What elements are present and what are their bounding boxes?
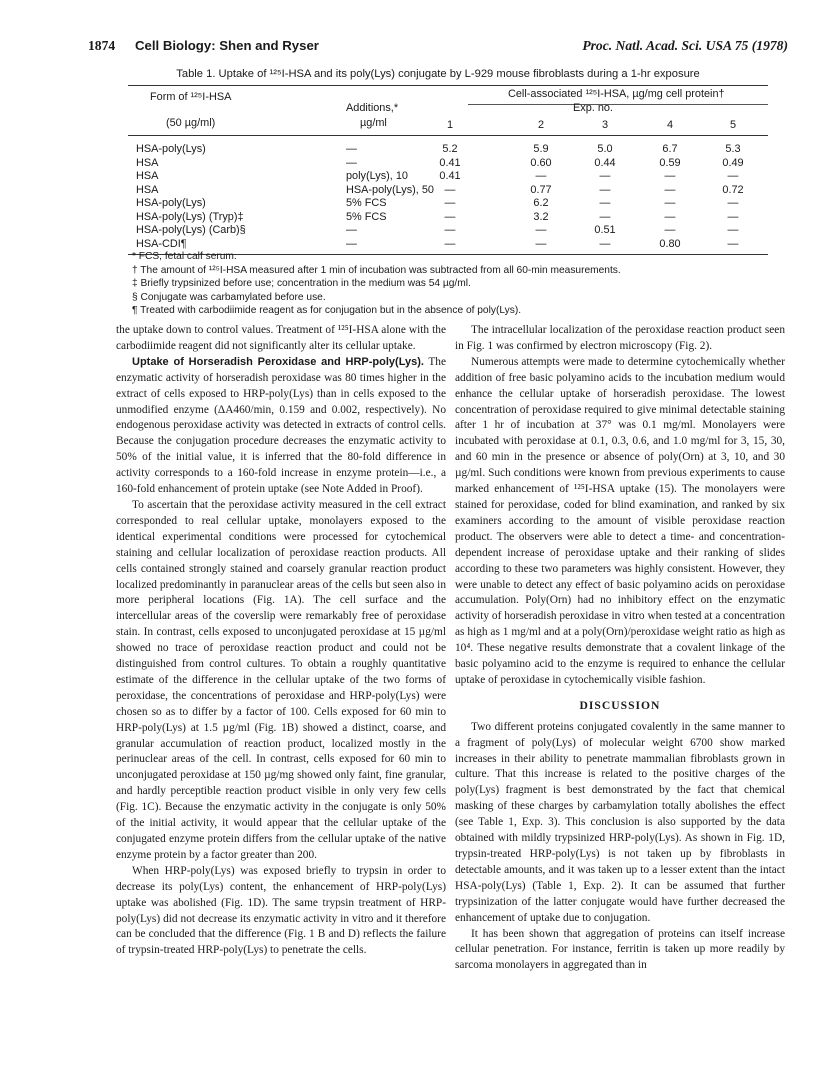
row-value: — [599, 170, 611, 182]
row-value: — [664, 170, 676, 182]
row-value: 5.2 [442, 143, 458, 155]
row-value: 5.0 [597, 143, 613, 155]
discussion-heading: DISCUSSION [579, 698, 661, 712]
row-value: — [535, 237, 547, 250]
row-form: HSA [136, 156, 159, 169]
paragraph: Two different proteins conjugated covalently in the same manner to a fragment of poly(Lys) of molecular weight 6700 show marked increases in their ability to penetrate mammalian fibroblasts grown in culture. That this increase is related to the positive charges of the poly(Lys) fragment is best demonstrated by the fact that chemical masking of these charges by carbamylation totally abolishes the effect (see Table 1, Exp. 3). This conclusion is also supported by the data obtained with mildly trypsinized HRP-poly(Lys). As shown in Fig. 1D, trypsin-treated HRP-poly(Lys) is not taken up by fibroblasts in detectable amounts, and it was taken up to a lesser extent than the intact HSA-poly(Lys) (Table 1, Exp. 2). It can be assumed that further trypsinization of the latter conjugate would have further decreased the enhancement of uptake due to conjugation. [455, 720, 785, 924]
row-value: — [599, 210, 611, 223]
additions-unit: µg/ml [360, 117, 387, 129]
row-form: HSA [136, 183, 159, 196]
paragraph: Numerous attempts were made to determine cytochemically whether addition of free basic polyamino acids to the incubation medium would enhance the cellular uptake of horseradish peroxidase. The lowest concentration of peroxidase required to give minimal detectable staining after 1 hr of incubation at 37° was 0.1 mg/ml. Monolayers were incubated with peroxidase at 0.1, 0.3, 0.6, and 1.0 mg/ml for 3, 15, 30, and 60 min in the presence or absence of poly(Orn) at 3, 10, and 30 µg/ml. Such conditions were known from previous experiments to cause marked enhancement of ¹²⁵I-HSA uptake (15). The monolayers were stained for peroxidase, coded for blind examination, and ranked by six examiners according to the amount of visible peroxidase reaction product. The observers were able to detect a time- and concentration-dependent increase of peroxidase uptake and their ranking of slides according to these two parameters was highly consistent. However, they were unable to detect any effect of basic polyamino acids on peroxidase accumulation. Poly(Orn) had no inhibitory effect on the enzymatic activity of horseradish peroxidase in vitro when tested at a concentration as high as 1 mg/ml and at a poly(Orn)/peroxidase weight ratio as high as 10⁴. These negative results demonstrate that a covalent linkage of the basic polyamino acid to the enzyme is required to enhance the cellular uptake of peroxidase in cytochemically visible fashion. [455, 355, 785, 686]
row-value: — [599, 197, 611, 209]
journal-citation: Proc. Natl. Acad. Sci. USA 75 (1978) [582, 38, 788, 53]
row-value: — [444, 224, 456, 236]
table-header-rule [128, 135, 768, 136]
right-column [455, 323, 785, 974]
paragraph: the uptake down to control values. Treatment of ¹²⁵I-HSA alone with the carbodiimide reagent did not significantly alter its cellular uptake. [116, 324, 446, 352]
row-value: 0.41 [439, 170, 461, 182]
row-value: — [727, 170, 739, 182]
exp-header-4: 4 [666, 119, 674, 131]
footnote: * FCS, fetal calf serum. [132, 251, 237, 262]
footnote: † The amount of ¹²⁵I-HSA measured after 1 min of incubation was subtracted from all 60-min measurements. [132, 264, 621, 276]
row-value: — [444, 197, 456, 209]
group-header: Cell-associated ¹²⁵I-HSA, µg/mg cell protein† [508, 88, 725, 100]
row-value: — [444, 210, 456, 223]
row-additions: 5% FCS [346, 210, 387, 223]
row-form: HSA [136, 170, 159, 182]
row-value: — [535, 170, 547, 182]
row-value: 6.2 [533, 197, 549, 209]
row-value: 0.60 [530, 156, 552, 169]
row-value: 0.77 [530, 183, 552, 196]
row-additions: — [346, 224, 357, 236]
paragraph: The intracellular localization of the peroxidase reaction product seen in Fig. 1 was confirmed by electron microscopy (Fig. 2). [455, 324, 785, 352]
row-value: — [444, 237, 456, 250]
table-top-rule [128, 85, 768, 86]
row-value: 0.49 [722, 156, 744, 169]
row-value: — [727, 224, 739, 236]
row-value: — [727, 210, 739, 223]
exp-header-2: 2 [537, 119, 545, 131]
row-additions: — [346, 156, 357, 169]
row-value: 5.3 [725, 143, 741, 155]
section-title: Cell Biology: Shen and Ryser [135, 38, 319, 53]
row-value: — [444, 183, 456, 196]
left-column [116, 323, 446, 959]
row-value: — [664, 197, 676, 209]
additions-header: Additions,* [346, 102, 399, 114]
row-additions: — [346, 237, 357, 250]
row-form: HSA-poly(Lys) [136, 197, 206, 209]
form-header-conc: (50 µg/ml) [166, 117, 216, 129]
paragraph: It has been shown that aggregation of proteins can itself increase cellular penetration. For instance, ferritin is taken up more readily by sarcoma monolayers in aggregated than in [455, 927, 785, 972]
row-value: 6.7 [662, 143, 678, 155]
row-value: 3.2 [533, 210, 549, 223]
row-value: 5.9 [533, 143, 549, 155]
row-form: HSA-CDI¶ [136, 237, 187, 250]
row-value: 0.41 [439, 156, 461, 169]
form-header: Form of ¹²⁵I-HSA [150, 91, 232, 103]
row-value: 0.72 [722, 183, 744, 196]
paragraph-text: The enzymatic activity of horseradish peroxidase was 80 times higher in the extract of cells exposed to HRP-poly(Lys) than in cells exposed to the unmodified enzyme (ΔA460/min, 0.159 and 0.002, respectively). No endogenous peroxidase activity was detected in extracts of control cells. Because the conjugation procedure decreases the enzymatic activity to 50% of the initial value, it is inferred that the 80-fold difference in activity corresponds to a 160-fold increase in enzyme protein—i.e., a 160-fold enhancement of protein uptake (see Note Added in Proof). [116, 355, 446, 496]
row-value: 0.59 [659, 156, 681, 169]
footnote: ¶ Treated with carbodiimide reagent as for conjugation but in the absence of poly(Lys). [132, 305, 522, 317]
table-footnotes [132, 250, 768, 318]
exp-header-1: 1 [446, 119, 454, 131]
row-form: HSA-poly(Lys) [136, 143, 206, 155]
row-value: 0.80 [659, 237, 681, 250]
row-additions: — [346, 143, 357, 155]
group-header-rule [468, 104, 768, 105]
paragraph: To ascertain that the peroxidase activity measured in the cell extract corresponded to real cellular uptake, monolayers exposed to the identical experimental conditions were processed for cytochemical staining and cellular localization of peroxidase reaction products. All cells contained strongly stained and coarsely granular reaction product localized predominantly in paranuclear areas of the cells but seen also in more peripheral locations (Fig. 1A). The cell surface and the intercellular areas of the coverslip were remarkably free of peroxidase stain. In contrast, cells exposed to unconjugated peroxidase at 15 µg/ml showed no trace of peroxidase reaction product and could not be distinguished from control cultures. To obtain a roughly quantitative estimate of the difference in the cellular uptake of the two forms of peroxidase, the concentrations of peroxidase and HRP-poly(Lys) were chosen so as to differ by a factor of 100. Cells exposed for 60 min to HRP-poly(Lys) at 1.5 µg/ml (Fig. 1B) showed a distinct, coarse, and granular accumulation of reaction product, localized mostly in the perinuclear areas of the cell. In contrast, cells exposed for 60 min to unconjugated peroxidase at 150 µg/mg showed only faint, fine granular, and hardly perceptible reaction product visible in only very few cells (Fig. 1C). Because the enzymatic activity in the conjugate is only 50% of the initial activity, it would appear that the cellular uptake of the conjugated enzyme protein differs from the cellular uptake of the native enzyme protein by a factor greater than 200. [116, 498, 446, 861]
row-value: — [599, 237, 611, 250]
row-additions: 5% FCS [346, 197, 387, 209]
footnote: ‡ Briefly trypsinized before use; concentration in the medium was 54 µg/ml. [132, 278, 471, 290]
row-value: — [727, 237, 739, 250]
row-value: — [664, 183, 676, 196]
row-value: — [727, 197, 739, 209]
exp-header-3: 3 [601, 119, 609, 131]
row-form: HSA-poly(Lys) (Carb)§ [136, 224, 246, 236]
row-value: — [535, 224, 547, 236]
row-form: HSA-poly(Lys) (Tryp)‡ [136, 210, 244, 223]
row-additions: HSA-poly(Lys), 50 [346, 183, 434, 196]
table-caption: Table 1. Uptake of ¹²⁵I-HSA and its poly(Lys) conjugate by L-929 mouse fibroblasts during a 1-hr exposure [176, 68, 700, 80]
row-value: — [599, 183, 611, 196]
subsection-heading: Uptake of Horseradish Peroxidase and HRP-poly(Lys). [132, 355, 424, 368]
row-additions: poly(Lys), 10 [346, 170, 408, 182]
row-value: 0.51 [594, 224, 616, 236]
paragraph: When HRP-poly(Lys) was exposed briefly to trypsin in order to decrease its poly(Lys) content, the enhancement of HRP-poly(Lys) uptake was abolished (Fig. 1D). The same trypsin treatment of HRP-poly(Lys) did not decrease its enzymatic activity in vitro and it therefore can be concluded that the difference (Fig. 1 B and D) reflects the failure of trypsin-treated HRP-poly(Lys) to penetrate the cells. [116, 864, 446, 957]
page-number: 1874 [88, 38, 116, 53]
exp-no-header: Exp. no. [573, 102, 613, 114]
exp-header-5: 5 [729, 119, 737, 131]
row-value: 0.44 [594, 156, 616, 169]
row-value: — [664, 224, 676, 236]
paragraph [116, 355, 446, 498]
row-value: — [664, 210, 676, 223]
footnote: § Conjugate was carbamylated before use. [132, 291, 326, 303]
running-head [88, 38, 788, 58]
